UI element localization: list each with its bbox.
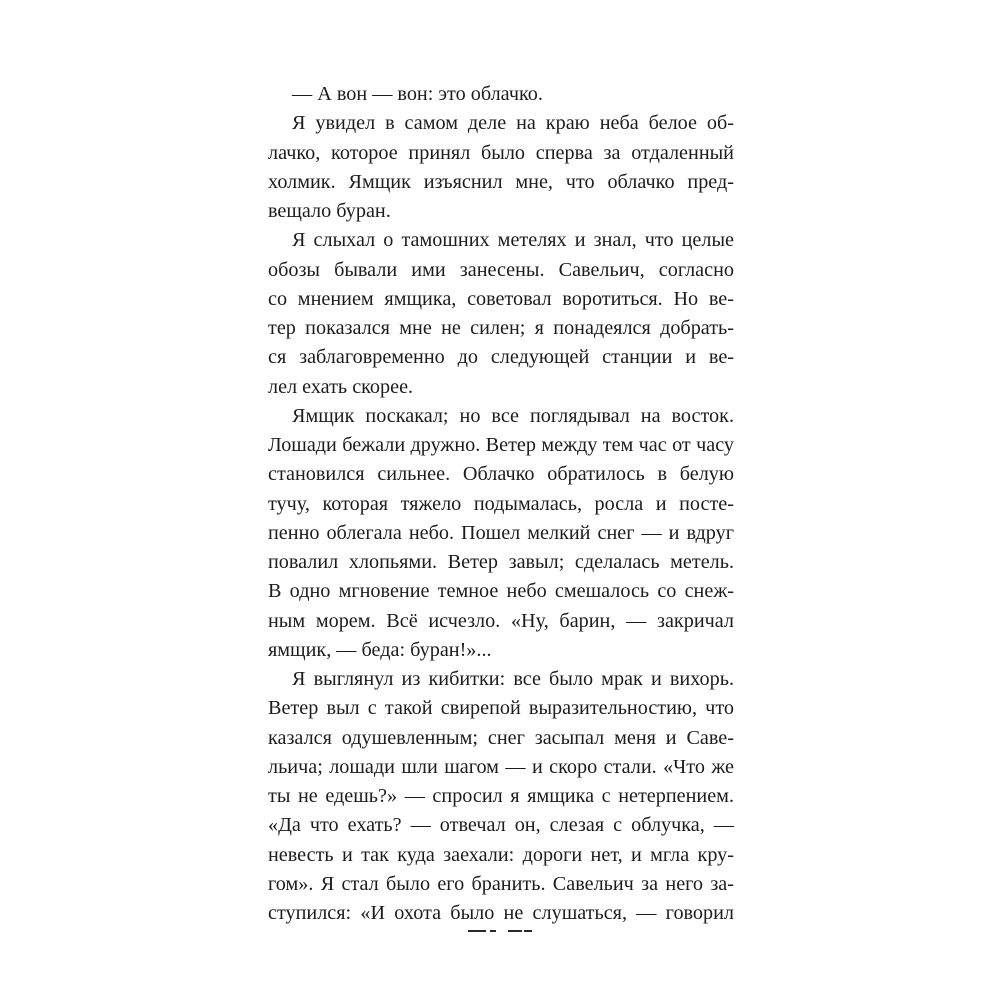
text-line: становился сильнее. Облачко обратилось в белую: [268, 463, 734, 486]
text-line: тер показался мне не силен; я понадеялся добрать-: [268, 317, 734, 339]
text-line: со мнением ямщика, советовал воротиться. Но ве-: [268, 287, 734, 310]
text-line: повалил хлопьями. Ветер завыл; сделалась метель.: [268, 551, 734, 573]
text-line: пенно облегала небо. Пошел мелкий снег — и вдруг: [268, 521, 734, 544]
text-line: ступился: «И охота было не слушаться, — говорил: [268, 902, 734, 924]
text-line: ным морем. Всё исчезло. «Ну, барин, — закричал: [268, 609, 734, 632]
text-line: Я выглянул из кибитки: все было мрак и вихорь.: [292, 668, 734, 690]
text-line: гом». Я стал было его бранить. Савельич за него за-: [268, 872, 734, 895]
text-line: Ветер выл с такой свирепой выразительностию, что: [268, 697, 734, 720]
text-line: Ямщик поскакал; но все поглядывал на восток.: [292, 404, 734, 427]
text-line: лачко, которое принял было сперва за отдаленный: [268, 141, 734, 164]
text-line: лел ехать скорее.: [268, 375, 414, 398]
text-line: Лошади бежали дружно. Ветер между тем час от часу: [268, 434, 734, 456]
text-line: ся заблаговременно до следующей станции и ве-: [268, 346, 734, 369]
text-line: вещало буран.: [268, 200, 391, 222]
text-line: «Да что ехать? — отвечал он, слезая с облучка, —: [268, 814, 734, 837]
text-line: — А вон — вон: это облачко.: [292, 83, 543, 105]
text-line: ямщик, — беда: буран!»...: [268, 638, 492, 661]
text-line: В одно мгновение темное небо смешалось со снеж-: [268, 580, 734, 603]
text-line: Я слыхал о тамошних метелях и знал, что целые: [292, 229, 734, 252]
text-line: ты не едешь?» — спросил я ямщика с нетерпением.: [268, 785, 734, 807]
text-line: казался одушевленным; снег засыпал меня и Саве-: [268, 726, 734, 749]
text-line: Я увидел в самом деле на краю неба белое об-: [292, 112, 734, 135]
text-line: тучу, которая тяжело подымалась, росла и посте-: [268, 492, 734, 515]
footer-running-mark: [468, 922, 532, 936]
text-line: невесть и так куда заехали: дороги нет, и мгла кру-: [268, 843, 734, 866]
text-line: холмик. Ямщик изъяснил мне, что облачко пред-: [268, 170, 734, 193]
text-line: льича; лошади шли шагом — и скоро стали. «Что же: [268, 755, 734, 778]
text-line: обозы бывали ими занесены. Савельич, согласно: [268, 258, 734, 281]
body-text: [268, 80, 734, 928]
